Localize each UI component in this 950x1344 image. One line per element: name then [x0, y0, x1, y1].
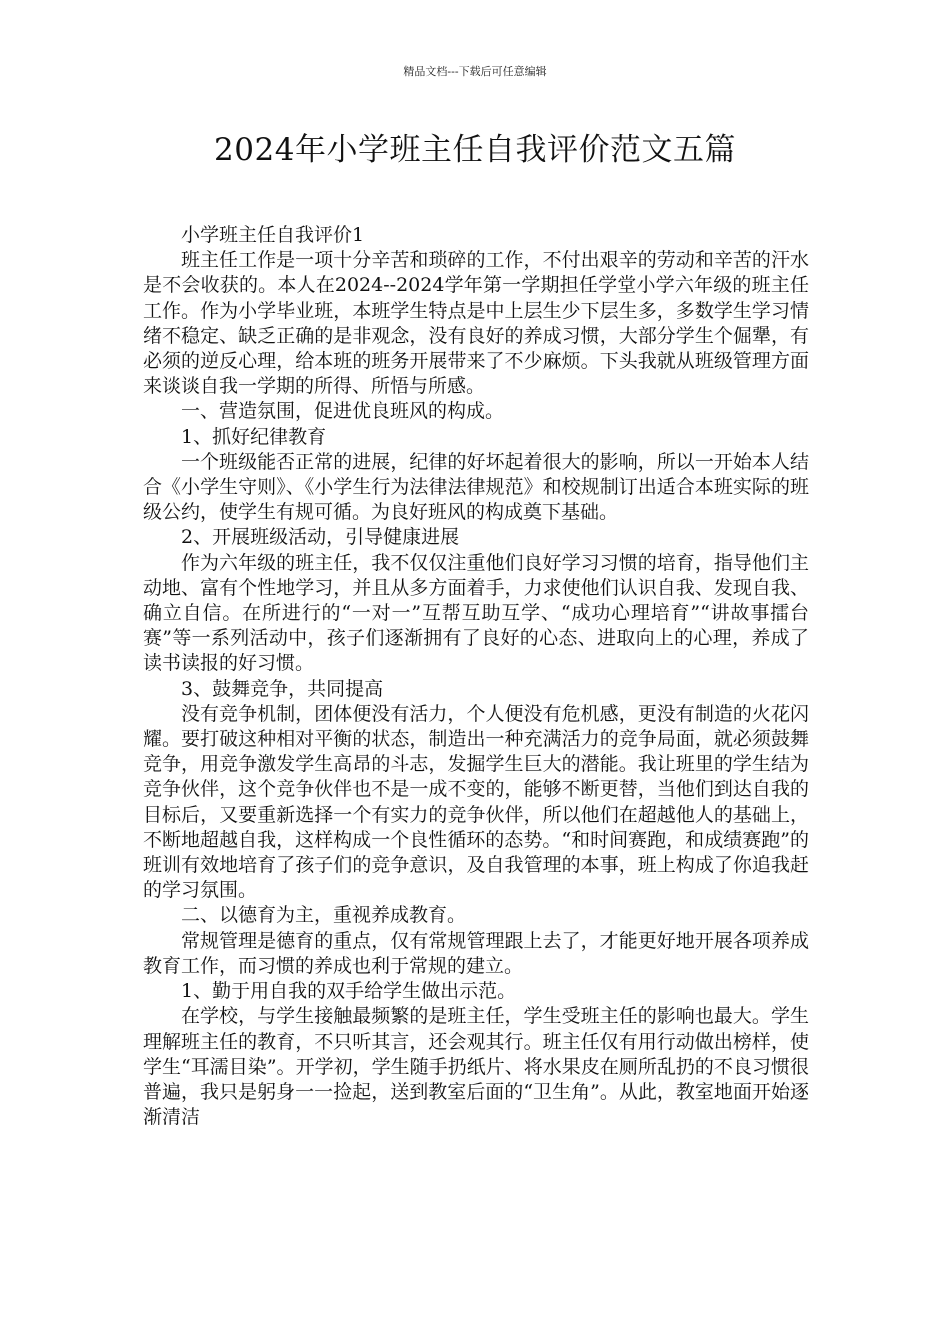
document-body	[143, 223, 809, 1130]
subsection-heading: 3、鼓舞竞争，共同提高	[181, 677, 384, 700]
page-header: 精品文档---下载后可任意编辑	[403, 65, 547, 78]
paragraph: 作为六年级的班主任，我不仅仅注重他们良好学习习惯的培育，指导他们主动地、富有个性地学习，并且从多方面着手，力求使他们认识自我、发现自我、确立自信。在所进行的“一对一”互帮互助互学、“成功心理培育”“讲故事擂台赛”等一系列活动中，孩子们逐渐拥有了良好的心态、进取向上的心理，养成了读书读报的好习惯。	[143, 551, 809, 675]
paragraph: 在学校，与学生接触最频繁的是班主任，学生受班主任的影响也最大。学生理解班主任的教育，不只听其言，还会观其行。班主任仅有用行动做出榜样，使学生“耳濡目染”。开学初，学生随手扔纸片、将水果皮在厕所乱扔的不良习惯很普遍，我只是躬身一一捡起，送到教室后面的“卫生角”。从此，教室地面开始逐渐清洁	[143, 1005, 809, 1129]
paragraph: 班主任工作是一项十分辛苦和琐碎的工作，不付出艰辛的劳动和辛苦的汗水是不会收获的。本人在2024--2024学年第一学期担任学堂小学六年级的班主任工作。作为小学毕业班，本班学生特点是中上层生少下层生多，多数学生学习情绪不稳定、缺乏正确的是非观念，没有良好的养成习惯，大部分学生个倔犟，有必须的逆反心理，给本班的班务开展带来了不少麻烦。下头我就从班级管理方面来谈谈自我一学期的所得、所悟与所感。	[143, 249, 809, 398]
paragraph: 没有竞争机制，团体便没有活力，个人便没有危机感，更没有制造的火花闪耀。要打破这种相对平衡的状态，制造出一种充满活力的竞争局面，就必须鼓舞竞争，用竞争激发学生高昂的斗志，发掘学生巨大的潜能。我让班里的学生结为竞争伙伴，这个竞争伙伴也不是一成不变的，能够不断更替，当他们到达自我的目标后，又要重新选择一个有实力的竞争伙伴，所以他们在超越他人的基础上，不断地超越自我，这样构成一个良性循环的态势。“和时间赛跑，和成绩赛跑”的班训有效地培育了孩子们的竞争意识，及自我管理的本事，班上构成了你追我赶的学习氛围。	[143, 702, 809, 902]
section-heading: 二、以德育为主，重视养成教育。	[181, 904, 467, 927]
section-heading: 一、营造氛围，促进优良班风的构成。	[181, 400, 505, 423]
subsection-heading: 1、抓好纪律教育	[181, 425, 327, 448]
paragraph: 一个班级能否正常的进展，纪律的好坏起着很大的影响，所以一开始本人结合《小学生守则》、《小学生行为法律法律规范》和校规制订出适合本班实际的班级公约，使学生有规可循。为良好班风的构成奠下基础。	[143, 450, 809, 524]
document-title: 2024年小学班主任自我评价范文五篇	[214, 132, 736, 168]
subsection-heading: 2、开展班级活动，引导健康进展	[181, 526, 460, 549]
paragraph: 常规管理是德育的重点，仅有常规管理跟上去了，才能更好地开展各项养成教育工作，而习惯的养成也利于常规的建立。	[143, 929, 809, 977]
section-heading: 小学班主任自我评价1	[181, 224, 365, 246]
subsection-heading: 1、勤于用自我的双手给学生做出示范。	[181, 980, 517, 1003]
